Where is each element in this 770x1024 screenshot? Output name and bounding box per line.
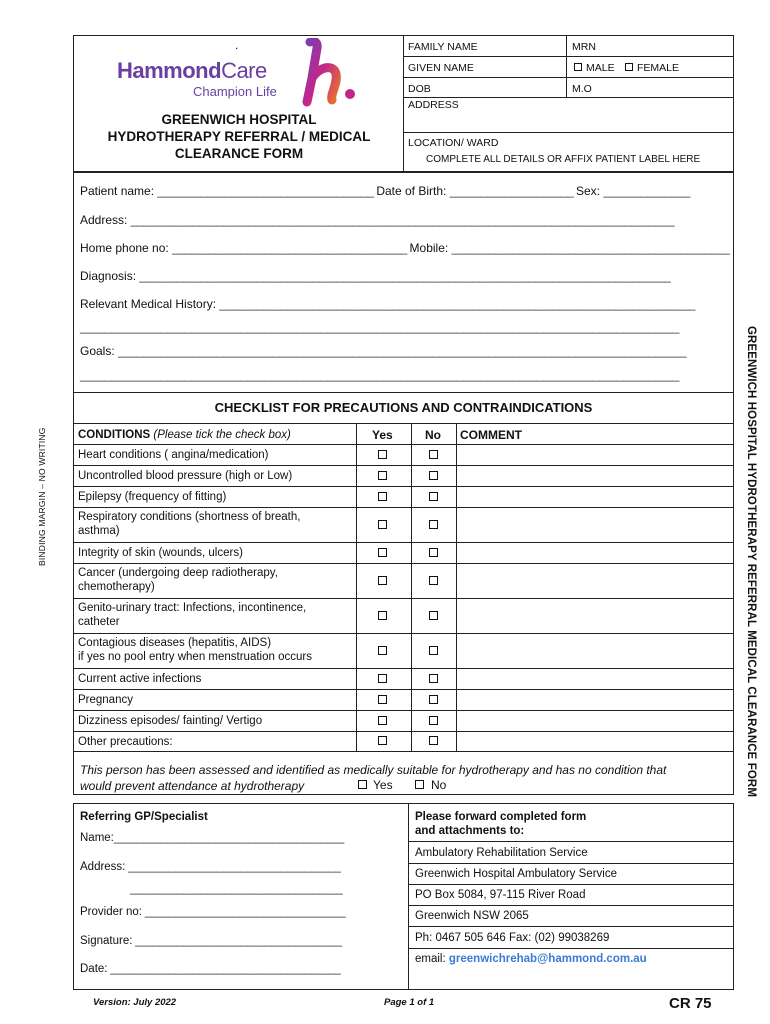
- forward-phone: Ph: 0467 505 646 Fax: (02) 99038269: [415, 932, 610, 944]
- provider-label: Provider no:: [80, 906, 143, 918]
- signature-label: Signature:: [80, 935, 133, 947]
- form-title: [80, 111, 398, 162]
- home-phone-label: Home phone no:: [80, 241, 169, 255]
- history-input-line-2[interactable]: _________________________________________________________________________________________________: [80, 320, 679, 334]
- female-label: FEMALE: [637, 62, 680, 74]
- condition-comment-cell[interactable]: [457, 563, 733, 598]
- condition-comment-cell[interactable]: [457, 507, 733, 542]
- condition-no-checkbox[interactable]: [429, 646, 438, 655]
- diagnosis-input[interactable]: ______________________________________________________________________________________: [139, 269, 671, 283]
- date-label: Date:: [80, 963, 108, 975]
- referrer-name-row: [80, 832, 344, 844]
- declaration: [80, 762, 720, 794]
- mobile-label: Mobile:: [409, 241, 449, 255]
- condition-no-checkbox[interactable]: [429, 611, 438, 620]
- history-input[interactable]: _____________________________________________________________________________: [219, 297, 695, 311]
- female-checkbox[interactable]: [625, 63, 633, 71]
- declaration-no-checkbox[interactable]: [415, 780, 424, 789]
- condition-row-label: [78, 601, 306, 629]
- condition-text-line-1: Respiratory conditions (shortness of breath,: [78, 511, 301, 523]
- sex-input[interactable]: ______________: [603, 184, 690, 198]
- goals-label: Goals:: [80, 344, 115, 358]
- condition-row-label: [78, 693, 133, 707]
- title-line-1: GREENWICH HOSPITAL: [161, 112, 317, 127]
- mobile-input[interactable]: _____________________________________________: [451, 241, 730, 255]
- condition-comment-cell[interactable]: [457, 689, 733, 710]
- patient-details-row: [80, 184, 690, 198]
- conditions-header-label: CONDITIONS: [78, 429, 151, 441]
- declaration-line-2: would prevent attendance at hydrotherapy: [80, 779, 305, 793]
- email-link[interactable]: greenwichrehab@hammond.com.au: [448, 953, 647, 965]
- hammondcare-logo: [117, 38, 367, 108]
- male-label: MALE: [586, 62, 615, 74]
- address-label: ADDRESS: [408, 99, 459, 111]
- condition-yes-checkbox[interactable]: [378, 674, 387, 683]
- forward-line-4: Greenwich NSW 2065: [415, 910, 529, 922]
- condition-comment-cell[interactable]: [457, 542, 733, 563]
- dob-field-label: Date of Birth:: [376, 184, 447, 198]
- condition-row-label: [78, 490, 226, 504]
- condition-text-line-1: Heart conditions ( angina/medication): [78, 449, 269, 461]
- mo-label: M.O: [572, 83, 592, 95]
- condition-row-label: [78, 546, 243, 560]
- patient-label-instruction: COMPLETE ALL DETAILS OR AFFIX PATIENT LABEL HERE: [426, 154, 701, 165]
- condition-no-checkbox[interactable]: [429, 520, 438, 529]
- condition-no-checkbox[interactable]: [429, 492, 438, 501]
- title-line-2: HYDROTHERAPY REFERRAL / MEDICAL: [107, 129, 371, 144]
- condition-yes-checkbox[interactable]: [378, 450, 387, 459]
- condition-text-line-2: chemotherapy): [78, 581, 155, 593]
- forward-line-3: PO Box 5084, 97-115 River Road: [415, 889, 586, 901]
- male-checkbox[interactable]: [574, 63, 582, 71]
- referrer-provider-row: [80, 906, 345, 918]
- condition-yes-checkbox[interactable]: [378, 520, 387, 529]
- signature-input[interactable]: ___________________________________: [132, 935, 342, 947]
- diagnosis-row: [80, 269, 670, 283]
- provider-input[interactable]: __________________________________: [142, 906, 346, 918]
- condition-no-checkbox[interactable]: [429, 548, 438, 557]
- dob-input[interactable]: ____________________: [449, 184, 576, 198]
- condition-text-line-1: Contagious diseases (hepatitis, AIDS): [78, 637, 272, 649]
- patient-name-input[interactable]: ___________________________________: [157, 184, 377, 198]
- sex-label: Sex:: [576, 184, 601, 198]
- referrer-date-row: [80, 963, 340, 975]
- phone-row: [80, 241, 729, 255]
- condition-comment-cell[interactable]: [457, 465, 733, 486]
- condition-row-label: [78, 510, 300, 538]
- logo-brand-part1: Hammond: [117, 58, 222, 83]
- given-name-label: GIVEN NAME: [408, 62, 474, 74]
- version-text: Version: July 2022: [93, 997, 177, 1008]
- title-line-3: CLEARANCE FORM: [174, 146, 304, 161]
- condition-comment-cell[interactable]: [457, 486, 733, 507]
- address-field-label: Address:: [80, 213, 128, 227]
- referrer-name-label: Name:: [80, 832, 114, 844]
- family-name-label: FAMILY NAME: [408, 41, 478, 53]
- condition-yes-checkbox[interactable]: [378, 646, 387, 655]
- forward-email-row: [415, 953, 647, 965]
- declaration-line-1: This person has been assessed and identified as medically suitable for hydrotherapy and has no condition that: [80, 763, 667, 777]
- condition-comment-cell[interactable]: [457, 598, 733, 633]
- forward-line-1: Ambulatory Rehabilitation Service: [415, 847, 588, 859]
- form-code: CR 75: [669, 995, 712, 1012]
- dob-label: DOB: [408, 83, 431, 95]
- home-phone-input[interactable]: ______________________________________: [172, 241, 410, 255]
- condition-row-label: [78, 448, 269, 462]
- comment-column-header: COMMENT: [460, 428, 522, 442]
- condition-row-label: [78, 469, 292, 483]
- condition-yes-checkbox[interactable]: [378, 611, 387, 620]
- logo-h-mark-icon: [292, 38, 364, 108]
- no-column-header: No: [425, 428, 441, 442]
- form-side-title: GREENWICH HOSPITAL HYDROTHERAPY REFERRAL MEDICAL CLEARANCE FORM: [745, 326, 757, 798]
- forward-heading-2: and attachments to:: [415, 825, 525, 837]
- condition-text-line-2: catheter: [78, 616, 120, 628]
- condition-yes-checkbox[interactable]: [378, 471, 387, 480]
- logo-brand-part2: Care: [221, 58, 267, 83]
- condition-no-checkbox[interactable]: [429, 674, 438, 683]
- declaration-yes-checkbox[interactable]: [358, 780, 367, 789]
- condition-comment-cell[interactable]: [457, 444, 733, 465]
- condition-text-line-1: Cancer (undergoing deep radiotherapy,: [78, 567, 278, 579]
- referrer-heading: Referring GP/Specialist: [80, 811, 208, 823]
- forward-heading-1: Please forward completed form: [415, 811, 587, 823]
- logo-dot: .: [235, 38, 239, 52]
- referrer-address-input[interactable]: ____________________________________: [125, 861, 341, 873]
- condition-text-line-1: Current active infections: [78, 673, 202, 685]
- goals-input[interactable]: ____________________________________________________________________________________________: [118, 344, 687, 358]
- yes-column-header: Yes: [372, 428, 393, 442]
- referrer-address-label: Address:: [80, 861, 126, 873]
- condition-yes-checkbox[interactable]: [378, 695, 387, 704]
- history-row: [80, 297, 695, 311]
- condition-text-line-1: Pregnancy: [78, 694, 133, 706]
- conditions-header-note: (Please tick the check box): [153, 429, 291, 441]
- condition-no-checkbox[interactable]: [429, 695, 438, 704]
- condition-text-line-1: Epilepsy (frequency of fitting): [78, 491, 227, 503]
- binding-margin-note: BINDING MARGIN – NO WRITING: [37, 427, 47, 566]
- condition-row-label: [78, 714, 262, 728]
- condition-text-line-1: Integrity of skin (wounds, ulcers): [78, 547, 243, 559]
- condition-yes-checkbox[interactable]: [378, 736, 387, 745]
- condition-row-label: [78, 566, 278, 594]
- condition-no-checkbox[interactable]: [429, 450, 438, 459]
- logo-tagline: Champion Life: [193, 84, 277, 99]
- page-number: Page 1 of 1: [384, 997, 435, 1008]
- condition-comment-cell[interactable]: [457, 731, 733, 751]
- condition-no-checkbox[interactable]: [429, 471, 438, 480]
- address-input[interactable]: ________________________________________________________________________________________: [130, 213, 674, 227]
- condition-text-line-2: if yes no pool entry when menstruation occurs: [78, 651, 312, 663]
- condition-comment-cell[interactable]: [457, 633, 733, 668]
- referrer-address-row: [80, 861, 340, 873]
- condition-row-label: [78, 672, 201, 686]
- referrer-name-input[interactable]: _______________________________________: [113, 832, 344, 844]
- condition-text-line-1: Other precautions:: [78, 736, 173, 748]
- goals-row: [80, 344, 686, 358]
- diagnosis-label: Diagnosis:: [80, 269, 137, 283]
- condition-row-label: [78, 636, 312, 664]
- condition-row-label: [78, 735, 173, 749]
- condition-no-checkbox[interactable]: [429, 716, 438, 725]
- patient-name-label: Patient name:: [80, 184, 155, 198]
- history-label: Relevant Medical History:: [80, 297, 217, 311]
- condition-yes-checkbox[interactable]: [378, 492, 387, 501]
- date-input[interactable]: _______________________________________: [107, 963, 341, 975]
- condition-yes-checkbox[interactable]: [378, 576, 387, 585]
- address-row: [80, 213, 674, 227]
- goals-input-line-2[interactable]: _________________________________________________________________________________________________: [80, 368, 679, 382]
- forward-line-2: Greenwich Hospital Ambulatory Service: [415, 868, 617, 880]
- referrer-address-line-2[interactable]: ____________________________________: [130, 883, 343, 895]
- referrer-signature-row: [80, 935, 341, 947]
- location-ward-label: LOCATION/ WARD: [408, 137, 499, 149]
- condition-yes-checkbox[interactable]: [378, 716, 387, 725]
- condition-text-line-1: Dizziness episodes/ fainting/ Vertigo: [78, 715, 263, 727]
- condition-yes-checkbox[interactable]: [378, 548, 387, 557]
- condition-comment-cell[interactable]: [457, 668, 733, 689]
- declaration-no-label: No: [431, 778, 447, 792]
- condition-text-line-2: asthma): [78, 525, 120, 537]
- logo-wordmark: [117, 58, 267, 84]
- condition-text-line-1: Genito-urinary tract: Infections, incontinence,: [78, 602, 307, 614]
- condition-text-line-1: Uncontrolled blood pressure (high or Low): [78, 470, 293, 482]
- declaration-yes-label: Yes: [373, 778, 393, 792]
- conditions-header: [78, 428, 291, 442]
- condition-no-checkbox[interactable]: [429, 576, 438, 585]
- condition-no-checkbox[interactable]: [429, 736, 438, 745]
- checklist-title: CHECKLIST FOR PRECAUTIONS AND CONTRAINDICATIONS: [214, 400, 593, 415]
- email-label: email:: [415, 953, 446, 965]
- condition-comment-cell[interactable]: [457, 710, 733, 731]
- mrn-label: MRN: [572, 41, 596, 53]
